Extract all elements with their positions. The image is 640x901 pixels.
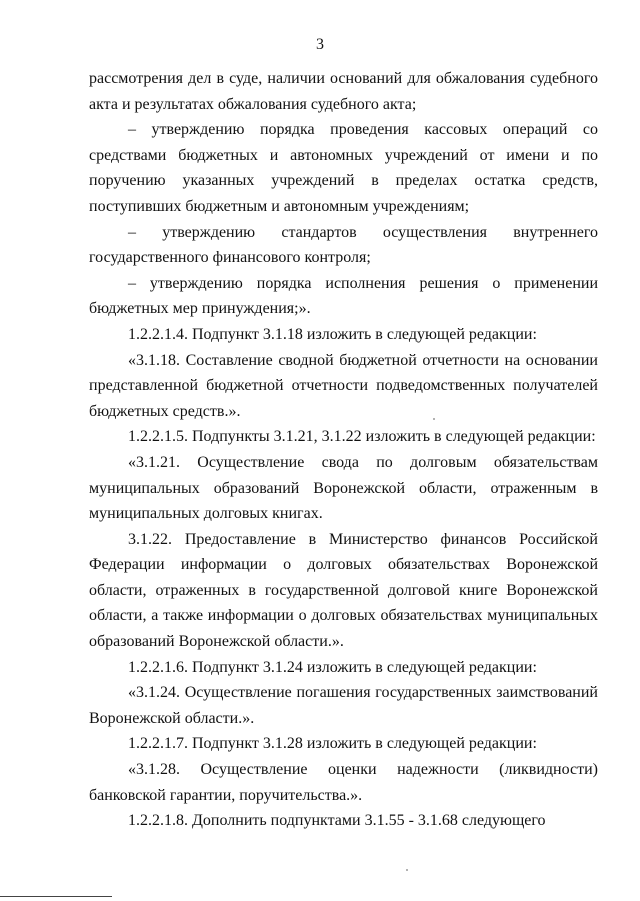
footer-rule [0, 896, 112, 897]
page-number: 3 [316, 36, 324, 53]
paragraph-coercive-measures: – утверждению порядка исполнения решения о применении бюджетных мер принуждения;». [89, 274, 598, 318]
paragraph-item-1-2-2-1-8: 1.2.2.1.8. Дополнить подпунктами 3.1.55 - 3.1.68 следующего [128, 812, 546, 830]
paragraph-continuation: рассмотрения дел в суде, наличии оснований для обжалования судебного акта и результатах обжалования судебного акта; [89, 70, 598, 113]
paragraph-subclause-3-1-22: 3.1.22. Предоставление в Министерство финансов Российской Федерации информации о долговых обязательствах Воронежской области, отраженных в государственной долговой книге Воронежской области, а также информации о долговых обязательствах муниципальных образований Воронежской области.». [89, 530, 598, 651]
paragraph-subclause-3-1-24: «3.1.24. Осуществление погашения государственных заимствований Воронежской области.». [89, 684, 598, 727]
paragraph-control-standards: – утверждению стандартов осуществления внутреннего государственного финансового контроля; [89, 223, 598, 267]
paragraph-item-1-2-2-1-6: 1.2.2.1.6. Подпункт 3.1.24 изложить в следующей редакции: [128, 658, 537, 676]
scan-speck [433, 418, 435, 420]
paragraph-item-1-2-2-1-7: 1.2.2.1.7. Подпункт 3.1.28 изложить в следующей редакции: [128, 735, 537, 753]
paragraph-subclause-3-1-21: «3.1.21. Осуществление свода по долговым обязательствам муниципальных образований Воронежской области, отраженным в муниципальных долговых книгах. [89, 453, 598, 523]
paragraph-subclause-3-1-28: «3.1.28. Осуществление оценки надежности (ликвидности) банковской гарантии, поручительства.». [89, 761, 598, 804]
scan-speck [406, 869, 408, 871]
paragraph-item-1-2-2-1-5: 1.2.2.1.5. Подпункты 3.1.21, 3.1.22 изложить в следующей редакции: [128, 428, 596, 446]
paragraph-cash-operations: – утверждению порядка проведения кассовых операций со средствами бюджетных и автономных учреждений от имени и по поручению указанных учреждений в пределах остатка средств, поступивших бюджетным и автономным учреждениям; [89, 121, 598, 215]
paragraph-item-1-2-2-1-4: 1.2.2.1.4. Подпункт 3.1.18 изложить в следующей редакции: [128, 325, 537, 343]
document-body [89, 66, 598, 834]
paragraph-subclause-3-1-18: «3.1.18. Составление сводной бюджетной отчетности на основании представленной бюджетной отчетности подведомственных получателей бюджетных средств.». [89, 351, 598, 420]
